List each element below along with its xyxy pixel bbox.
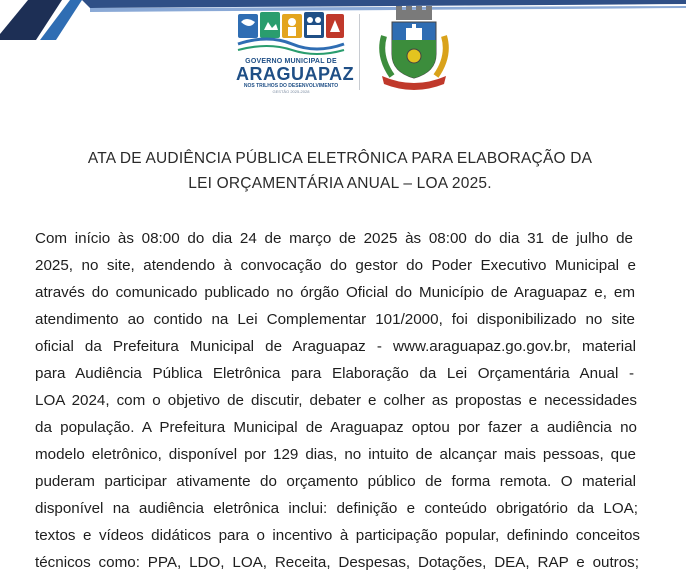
body-line: através do comunicado publicado no órgão Oficial do Município de Araguapaz e, em	[35, 284, 635, 301]
title-line: ATA DE AUDIÊNCIA PÚBLICA ELETRÔNICA PARA ELABORAÇÃO DA	[87, 150, 593, 167]
body-line: textos e vídeos didáticos para o incentivo à participação popular, definindo conceitos	[35, 527, 640, 544]
body-line: modelo eletrônico, disponível por 129 dias, no intuito de alcançar mais pessoas, que	[35, 446, 636, 463]
logo-line-slogan: NOS TRILHOS DO DESENVOLVIMENTO	[243, 83, 339, 89]
body-line: disponível na audiência eletrônica inclui: definição e conteúdo obrigatório da LOA;	[35, 500, 638, 517]
logo-line-term: GESTÃO 2025-2028	[272, 89, 310, 94]
body-line: da população. A Prefeitura Municipal de Araguapaz optou por fazer a audiência no	[35, 419, 637, 436]
title-line: LEI ORÇAMENTÁRIA ANUAL – LOA 2025.	[188, 175, 492, 192]
logo-line-city: ARAGUAPAZ	[236, 64, 355, 84]
body-line: Com início às 08:00 do dia 24 de março de 2025 às 08:00 do dia 31 de julho de	[35, 230, 633, 247]
body-line: atendimento ao contido na Lei Complementar 101/2000, foi disponibilizado no site	[35, 311, 635, 328]
body-line: para Audiência Pública Eletrônica para Elaboração da Lei Orçamentária Anual -	[35, 365, 634, 382]
body-line: LOA 2024, com o objetivo de discutir, debater e colher as propostas e necessidades	[35, 392, 637, 409]
logo-line-government: GOVERNO MUNICIPAL DE	[245, 58, 337, 65]
body-line: puderam participar ativamente do orçamento público de forma remota. O material	[35, 473, 636, 490]
body-line: oficial da Prefeitura Municipal de Araguapaz - www.araguapaz.go.gov.br, material	[35, 338, 636, 355]
body-line: 2025, no site, atendendo à convocação do gestor do Poder Executivo Municipal e	[35, 257, 636, 274]
body-line: técnicos como: PPA, LDO, LOA, Receita, Despesas, Dotações, DEA, RAP e outros;	[35, 554, 639, 571]
